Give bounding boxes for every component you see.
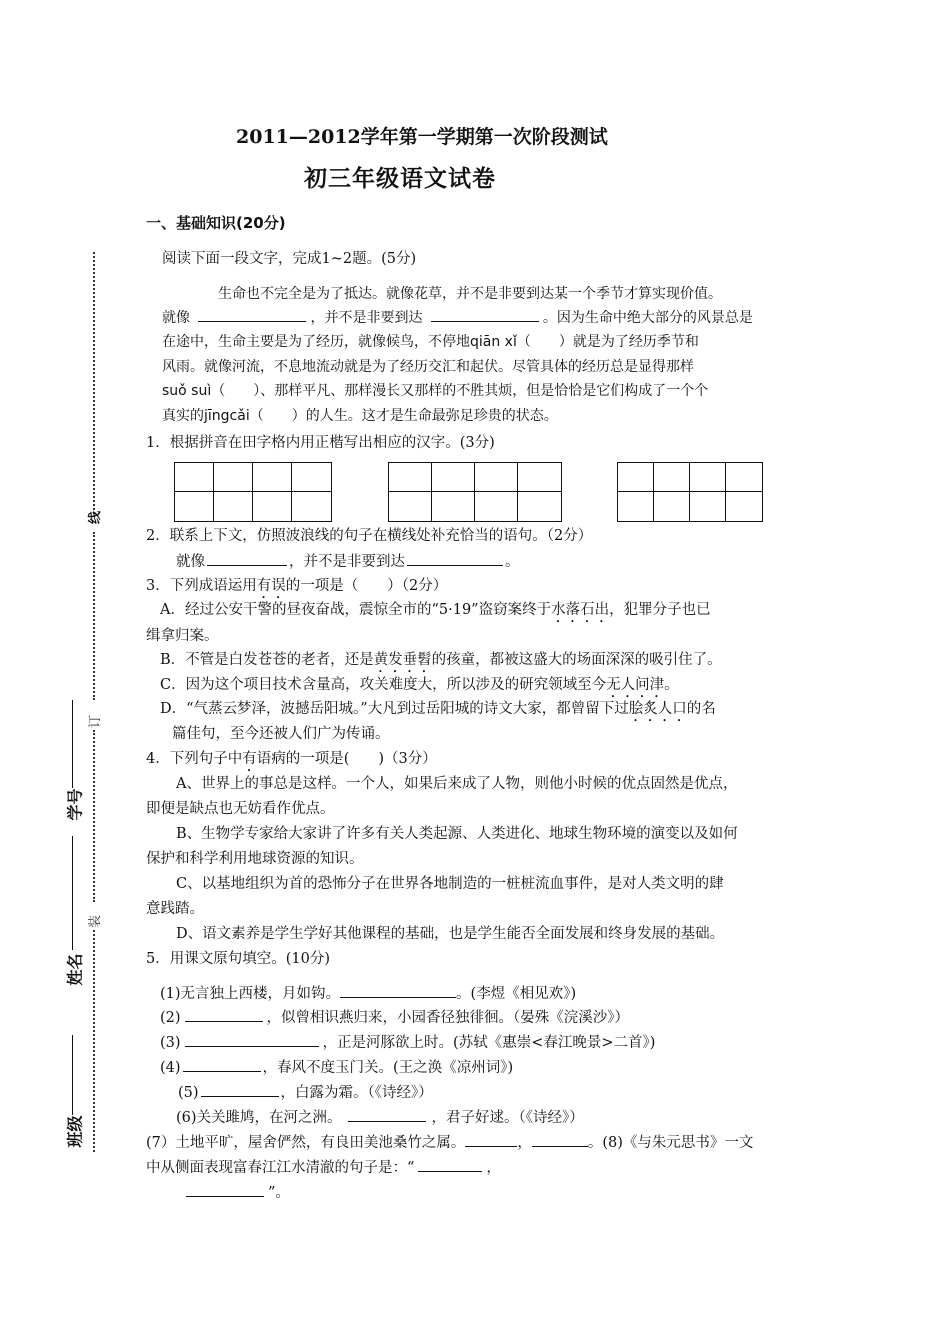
option-d: D、语文素养是学生学好其他课程的基础，也是学生能否全面发展和终身发展的基础。: [176, 926, 725, 942]
passage-line: 生命也不完全是为了抵达。就像花草，并不是非要到达某一个季节才算实现价值。: [218, 286, 722, 302]
option-c-cont: 意践踏。: [146, 901, 204, 917]
recite-line-9: ”。: [186, 1181, 290, 1202]
question-1: 1．根据拼音在田字格内用正楷写出相应的汉字。(3分): [146, 435, 495, 451]
binding-dotted-line: [93, 532, 95, 700]
passage-line: suǒ suì（ ）、那样平凡、那样漫长又那样的不胜其烦，但是恰恰是它们构成了一个个: [162, 383, 709, 399]
exam-title-line1: 2011—2012学年第一学期第一次阶段测试: [236, 126, 608, 148]
answer-blank[interactable]: [207, 551, 287, 566]
recite-line-6: (6)关关雎鸠，在河之洲。 ，君子好逑。（《诗经》）: [176, 1106, 584, 1127]
option-b-cont: 保护和科学利用地球资源的知识。: [146, 851, 364, 867]
recite-line-4: (4) ，春风不度玉门关。(王之涣《凉州词》): [160, 1056, 513, 1077]
answer-blank[interactable]: [418, 1157, 482, 1172]
answer-blank[interactable]: [348, 1107, 426, 1122]
option-b: B、生物学专家给大家讲了许多有关人类起源、人类进化、地球生物环境的演变以及如何: [176, 826, 738, 842]
passage-blank[interactable]: [431, 307, 539, 322]
passage-line: 在途中，生命主要是为了经历，就像候鸟，不停地qiān xǐ（ ）就是为了经历季节和: [162, 334, 699, 350]
question-2: 2．联系上下文，仿照波浪线的句子在横线处补充恰当的语句。（2分）: [146, 528, 593, 544]
passage-blank[interactable]: [198, 307, 306, 322]
recite-line-1: (1)无言独上西楼，月如钩。 。(李煜《相见欢》): [160, 982, 576, 1003]
option-a-cont: 即便是缺点也无妨看作优点。: [146, 801, 335, 817]
binding-zhuang-char: 装: [88, 914, 104, 929]
student-id-label: 学号: [65, 788, 85, 821]
answer-blank[interactable]: [183, 1057, 261, 1072]
option-a: A、世界上的事总是这样。一个人，如果后来成了人物，则他小时候的优点固然是优点，: [176, 776, 738, 792]
answer-blank[interactable]: [185, 1007, 263, 1022]
question-2-fill: 就像 ，并不是非要到达 。: [176, 550, 520, 571]
recite-line-3: (3) ，正是河豚欲上时。(苏轼《惠崇<春江晚景>二首》): [160, 1031, 655, 1052]
exam-title-line2: 初三年级语文试卷: [304, 165, 496, 192]
reading-intro: 阅读下面一段文字，完成1~2题。(5分): [162, 251, 417, 267]
question-5: 5．用课文原句填空。(10分): [146, 951, 330, 967]
binding-line-char: 线: [88, 510, 104, 525]
binding-dotted-line: [93, 930, 95, 1152]
answer-blank[interactable]: [532, 1132, 588, 1147]
name-label: 姓名: [65, 953, 85, 986]
class-label: 班级: [65, 1115, 85, 1148]
recite-line-5: (5) ，白露为霜。（《诗经》）: [178, 1081, 433, 1102]
option-a-cont: 缉拿归案。: [146, 628, 219, 644]
tianzige-box[interactable]: [617, 462, 763, 522]
answer-blank[interactable]: [407, 551, 503, 566]
answer-blank[interactable]: [185, 1032, 319, 1047]
tianzige-box[interactable]: [174, 462, 332, 522]
recite-line-2: (2) ，似曾相识燕归来，小园香径独徘徊。（晏殊《浣溪沙》）: [160, 1006, 629, 1027]
class-line[interactable]: [72, 1035, 73, 1115]
question-3: 3．下列成语运用有误的一项是（ ）（2分）: [146, 578, 448, 594]
option-c: C．因为这个项目技术含量高，攻关难度大，所以涉及的研究领域至今无人问津。: [160, 677, 679, 693]
option-d-cont: 篇佳句，至今还被人们广为传诵。: [172, 726, 390, 742]
passage-line: 真实的jīngcǎi（ ）的人生。这才是生命最弥足珍贵的状态。: [162, 408, 558, 424]
passage-line: 风雨。就像河流，不息地流动就是为了经历交汇和起伏。尽管具体的经历总是显得那样: [162, 359, 694, 375]
binding-dotted-line: [93, 252, 95, 514]
option-a: A．经过公安干警的昼夜奋战，震惊全市的“5·19”盗窃案终于水落石出，犯罪分子也已: [160, 602, 711, 618]
option-d: D．“气蒸云梦泽，波撼岳阳城。”大凡到过岳阳城的诗文大家，都曾留下过脍炙人口的名: [160, 701, 716, 717]
answer-blank[interactable]: [186, 1182, 264, 1197]
recite-line-7: (7）土地平旷，屋舍俨然，有良田美池桑竹之属。 ， 。(8)《与朱元思书》一文: [146, 1131, 753, 1152]
passage-line: 就像 ，并不是非要到达 。因为生命中绝大部分的风景总是: [162, 307, 753, 327]
binding-dotted-line: [93, 730, 95, 902]
option-c: C、以基地组织为首的恐怖分子在世界各地制造的一桩桩流血事件，是对人类文明的肆: [176, 876, 724, 892]
answer-blank[interactable]: [465, 1132, 517, 1147]
option-b: B．不管是白发苍苍的老者，还是黄发垂髫的孩童，都被这盛大的场面深深的吸引住了。: [160, 652, 722, 668]
section-heading: 一、基础知识(20分): [146, 214, 286, 232]
student-id-line[interactable]: [72, 836, 73, 880]
student-id-line[interactable]: [72, 700, 73, 788]
recite-line-8: 中从侧面表现富春江江水清澈的句子是：“ ，: [146, 1156, 501, 1177]
answer-blank[interactable]: [340, 983, 456, 998]
question-4: 4．下列句子中有语病的一项是( )（3分）: [146, 751, 437, 767]
tianzige-box[interactable]: [388, 462, 562, 522]
binding-ding-char: 订: [88, 714, 104, 729]
answer-blank[interactable]: [201, 1082, 279, 1097]
name-line[interactable]: [72, 880, 73, 950]
